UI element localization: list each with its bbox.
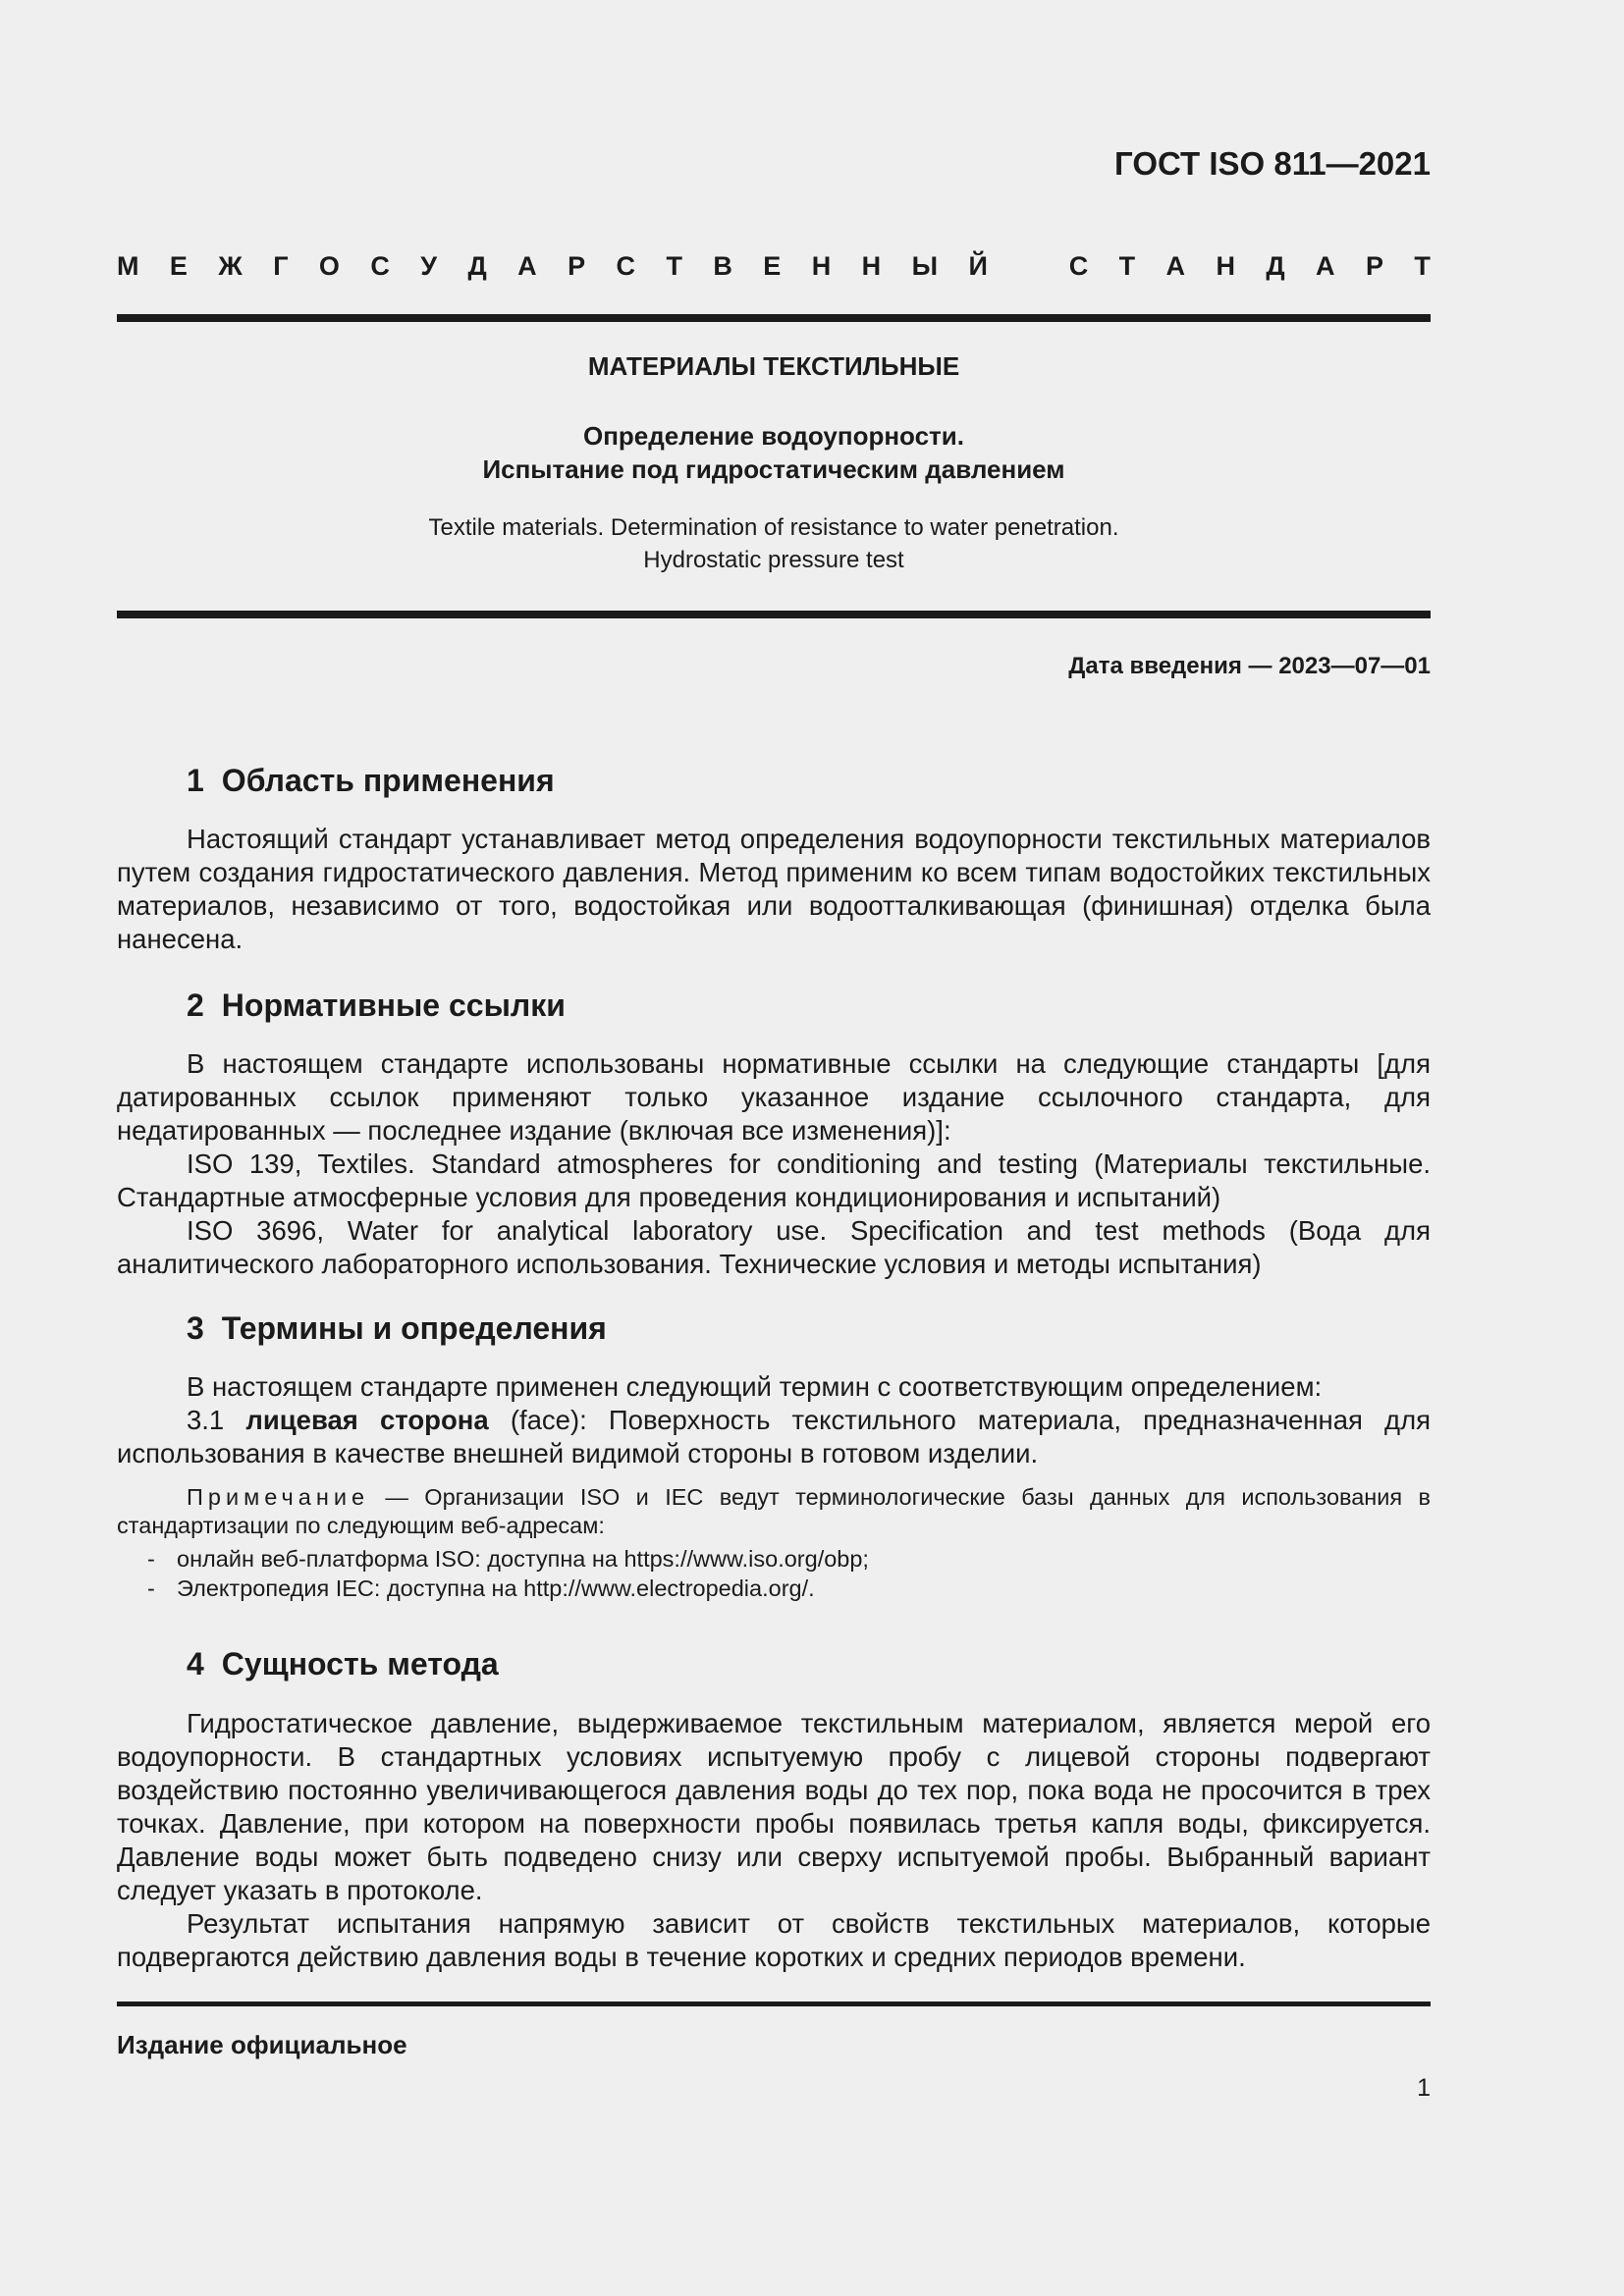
title-subtitle-line1: Определение водоупорности. [582,421,965,451]
banner-letter: Т [1414,251,1431,281]
section-4-paragraph-2: Результат испытания напрямую зависит от свойств текстильных материалов, которые подвергаются действию давления воды в течение коротких и средних периодов времени. [117,1908,1431,1972]
section-2-number: 2 [187,988,204,1023]
banner-letter: Н [1216,251,1235,281]
term-definition [117,1404,1431,1470]
banner-letter: А [1316,251,1335,281]
banner-letter: Й [968,251,988,281]
footer-rule [117,2002,1431,2006]
note-text: — Организации ISO и IEC ведут терминологические базы данных для использования в стандартизации по следующим веб-адресам: [117,1484,1431,1538]
title-english-line1: Textile materials. Determination of resistance to water penetration. [428,514,1119,541]
banner-letter: А [1165,251,1186,281]
section-4-title: Сущность метода [221,1646,499,1682]
interstate-standard-banner [117,251,1431,282]
banner-word-gap [1018,251,1038,282]
term-name: лицевая сторона [245,1405,489,1435]
title-subtitle-line2: Испытание под гидростатическим давлением [482,454,1065,484]
note-label: Примечание [187,1484,370,1510]
banner-letter: С [1068,251,1089,281]
title-english-line2: Hydrostatic pressure test [643,547,904,573]
banner-letter: Д [1266,251,1285,281]
section-2-title: Нормативные ссылки [221,988,566,1023]
term-number: 3.1 [187,1405,225,1435]
banner-letter: Г [273,251,289,281]
banner-letter: С [616,251,636,281]
page-number: 1 [1417,2074,1431,2102]
reference-iso-139: ISO 139, Textiles. Standard atmospheres for conditioning and testing (Материалы текстильные. Стандартные атмосферные условия для проведения кондиционирования и испытаний) [117,1148,1431,1212]
note-block [117,1483,1431,1540]
title-bottom-rule [117,611,1431,618]
top-rule [117,314,1431,322]
section-1-title: Область применения [221,763,555,798]
banner-letter: М [117,251,139,281]
reference-iso-3696: ISO 3696, Water for analytical laboratory use. Specification and test methods (Вода для аналитического лабораторного использования. Технические условия и методы испытания) [117,1215,1431,1279]
section-4-paragraph [117,1707,1431,1974]
section-4-number: 4 [187,1646,204,1682]
section-3-title: Термины и определения [221,1310,607,1346]
title-main: МАТЕРИАЛЫ ТЕКСТИЛЬНЫЕ [587,351,960,381]
title-english [117,511,1431,576]
banner-letter: Т [666,251,682,281]
section-1-number: 1 [187,763,204,798]
note-list-item: - онлайн веб-платформа ISO: доступна на https://www.iso.org/obp; [147,1546,869,1572]
banner-letter: В [713,251,732,281]
section-4-paragraph-1: Гидростатическое давление, выдерживаемое текстильным материалом, является мерой его водоупорности. В стандартных условиях испытуемую пробу с лицевой стороны подвергают воздействию постоянно увеличивающегося давления воды до тех пор, пока вода не просочится в трех точках. Давление, при котором на поверхности пробы появилась третья капля воды, фиксируется. Давление воды может быть подведено снизу или сверху испытуемой пробы. Выбранный вариант следует указать в протоколе. [117,1708,1431,1905]
note-list-item: - Электропедия IEC: доступна на http://www.electropedia.org/. [147,1575,815,1601]
banner-letter: Е [169,251,188,281]
section-4-heading [187,1646,499,1682]
banner-letter: Ж [218,251,243,281]
standard-designation: ГОСТ ISO 811—2021 [1114,145,1431,182]
section-1-paragraph: Настоящий стандарт устанавливает метод определения водоупорности текстильных материалов путем создания гидростатического давления. Метод применим ко всем типам водостойких текстильных материалов, независимо от того, водостойкая или водоотталкивающая (финишная) отделка была нанесена. [117,824,1431,954]
banner-letter: У [420,251,438,281]
banner-letter: Р [568,251,586,281]
banner-letter: А [517,251,537,281]
banner-letter: О [318,251,340,281]
banner-letter: Д [467,251,487,281]
term-definition-text: (face): Поверхность текстильного материала, предназначенная для использования в качестве внешней видимой стороны в готовом изделии. [117,1405,1432,1468]
banner-letter: Р [1365,251,1383,281]
banner-letter: Н [811,251,832,281]
section-3-paragraph [117,1370,1431,1470]
section-2-heading [187,988,566,1024]
section-2-paragraph [117,1047,1431,1281]
section-3-intro: В настоящем стандарте применен следующий термин с соответствующим определением: [187,1371,1323,1402]
section-2-intro: В настоящем стандарте использованы нормативные ссылки на следующие стандарты [для датированных ссылок применяют только указанное издание ссылочного стандарта, для недатированных — последнее издание (включая все изменения)]: [117,1048,1431,1146]
section-1-heading [187,763,555,799]
banner-letter: Ы [911,251,939,281]
section-3-number: 3 [187,1310,204,1346]
section-3-heading [187,1310,607,1347]
title-subtitle [117,419,1431,486]
introduction-date: Дата введения — 2023—07—01 [1068,653,1431,679]
banner-letter: С [370,251,390,281]
banner-letter: Е [763,251,782,281]
banner-letter: Т [1118,251,1136,281]
banner-letter: Н [861,251,882,281]
official-edition-label: Издание официальное [117,2030,407,2059]
